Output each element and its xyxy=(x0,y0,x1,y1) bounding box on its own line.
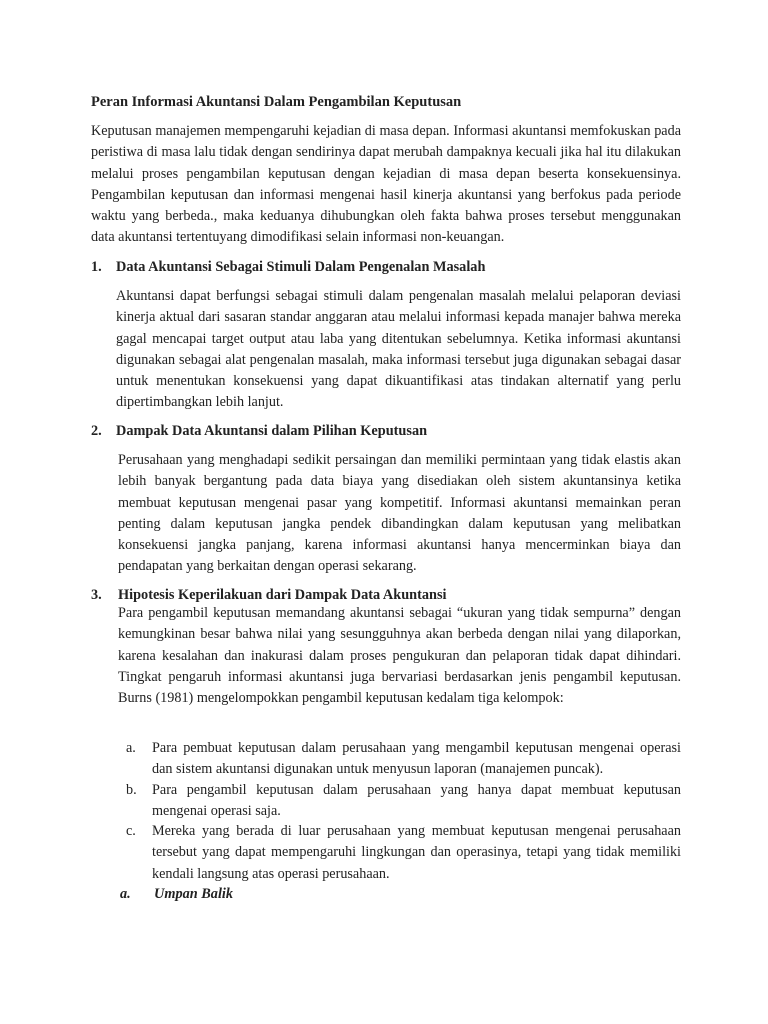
section-2-heading-text: Dampak Data Akuntansi dalam Pilihan Keputusan xyxy=(116,423,428,439)
section-1-heading xyxy=(91,257,485,277)
document-title: Peran Informasi Akuntansi Dalam Pengambilan Keputusan xyxy=(91,94,462,110)
subheading-letter: a. xyxy=(120,886,131,902)
section-2-body: Perusahaan yang menghadapi sedikit persaingan dan memiliki permintaan yang tidak elastis akan lebih banyak bergantung pada data biaya yang disediakan oleh sistem akuntansinya ketika membuat keputusan mengenai pasar yang kompetitif. Informasi akuntansi memainkan peran penting dalam keputusan jangka pendek dibandingkan dalam keputusan yang melibatkan konsekuensi jangka panjang, karena informasi akuntansi hanya mencerminkan biaya dan pendapatan yang berkaitan dengan operasi sekarang. xyxy=(118,452,681,575)
section-3-body: Para pengambil keputusan memandang akuntansi sebagai “ukuran yang tidak sempurna” dengan kemungkinan besar bahwa nilai yang sesungguhnya akan berbeda dengan nilai yang dilaporkan, karena kesalahan dan inakurasi dalam proses pengukuran dan pelaporan tidak dapat dihindari. Tingkat pengaruh informasi akuntansi juga bervariasi berdasarkan jenis pengambil keputusan. Burns (1981) mengelompokkan pengambil keputusan kedalam tiga kelompok: xyxy=(118,605,681,707)
list-item-letter: a. xyxy=(126,740,136,756)
section-3-heading-text: Hipotesis Keperilakuan dari Dampak Data Akuntansi xyxy=(118,587,447,603)
list-item-text: Para pengambil keputusan dalam perusahaan yang hanya dapat membuat keputusan mengenai operasi saja. xyxy=(152,782,681,820)
section-1-body: Akuntansi dapat berfungsi sebagai stimuli dalam pengenalan masalah melalui pelaporan deviasi kinerja aktual dari sasaran standar anggaran atau melalui informasi kepada manajer bahwa mereka gagal mencapai target output atau laba yang ditentukan sebelumnya. Ketika informasi akuntansi digunakan sebagai alat pengenalan masalah, maka informasi tersebut juga digunakan sebagai dasar untuk menentukan konsekuensi yang dapat dikuantifikasi atas tindakan alternatif yang perlu dipertimbangkan lebih lanjut. xyxy=(116,288,681,411)
section-3-heading xyxy=(91,585,447,605)
list-item-letter: c. xyxy=(126,823,136,839)
section-1-number: 1. xyxy=(91,259,102,275)
subheading-text: Umpan Balik xyxy=(154,886,234,902)
umpan-balik-subheading xyxy=(118,884,233,904)
section-2-number: 2. xyxy=(91,423,102,439)
section-3-number: 3. xyxy=(91,587,102,603)
list-item-letter: b. xyxy=(126,782,137,798)
section-2-heading xyxy=(91,421,427,441)
intro-paragraph: Keputusan manajemen mempengaruhi kejadian di masa depan. Informasi akuntansi memfokuskan pada peristiwa di masa lalu tidak dengan sendirinya dapat merubah dampaknya kecuali jika hal itu dilakukan melalui proses pengambilan keputusan dengan kejadian di masa depan beserta konsekuensinya. Pengambilan keputusan dan informasi mengenai hasil kinerja akuntansi yang berfokus pada periode waktu yang berbeda., maka keduanya dihubungkan oleh fakta bahwa proses tersebut menggunakan data akuntansi tertentuyang dimodifikasi selain informasi non-keuangan. xyxy=(91,123,681,246)
list-item-text: Mereka yang berada di luar perusahaan yang membuat keputusan mengenai perusahaan tersebut yang dapat mempengaruhi lingkungan dan operasinya, tetapi yang tidak memiliki kendali langsung atas operasi perusahaan. xyxy=(152,823,681,882)
list-item-text: Para pembuat keputusan dalam perusahaan yang mengambil keputusan mengenai operasi dan sistem akuntansi digunakan untuk menyusun laporan (manajemen puncak). xyxy=(152,740,681,778)
section-1-heading-text: Data Akuntansi Sebagai Stimuli Dalam Pengenalan Masalah xyxy=(116,259,486,275)
